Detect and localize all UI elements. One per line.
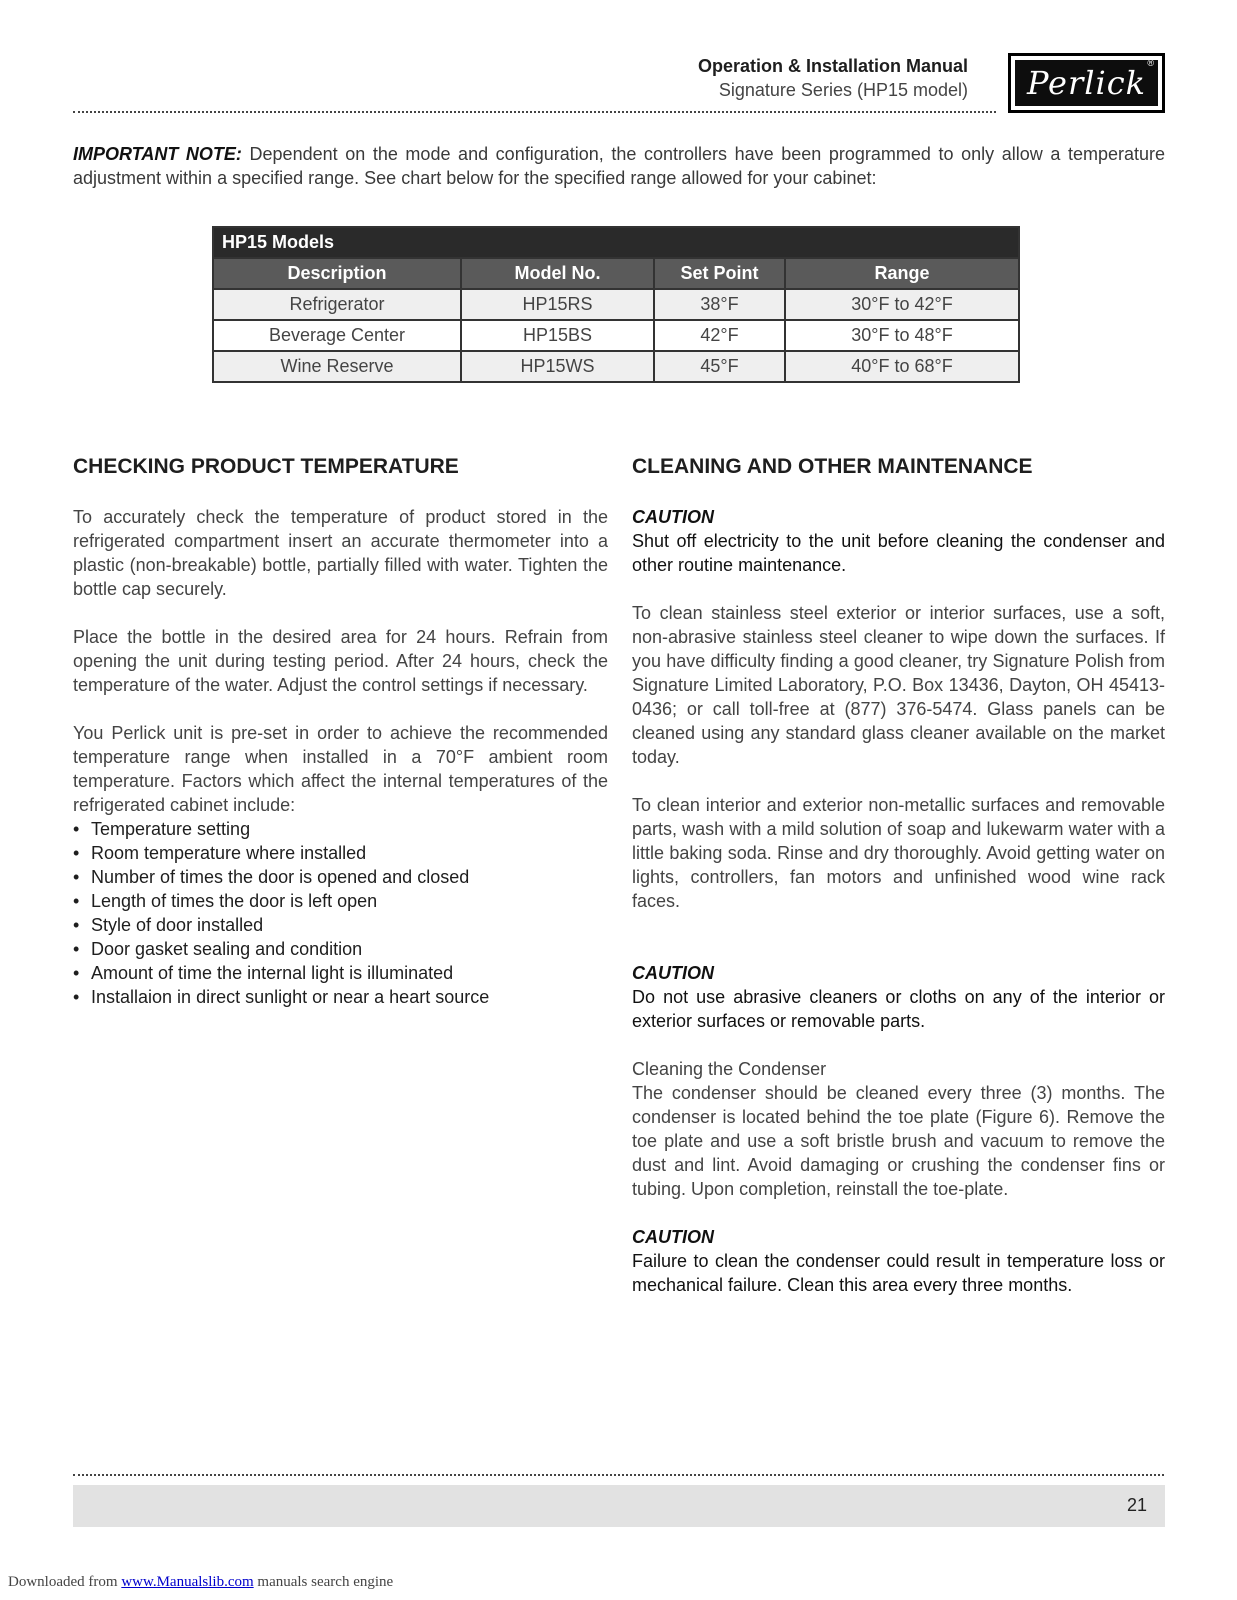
download-prefix: Downloaded from (8, 1574, 122, 1590)
table-cell: HP15BS (461, 320, 654, 351)
table-row (213, 320, 1019, 351)
table-cell: 40°F to 68°F (785, 351, 1019, 382)
table-cell: 30°F to 48°F (785, 320, 1019, 351)
important-note-label: IMPORTANT NOTE: (73, 144, 242, 164)
paragraph: To clean interior and exterior non-metallic surfaces and removable parts, wash with a mild solution of soap and lukewarm water with a little baking soda. Rinse and dry thoroughly. Avoid getting water on lights, controllers, fan motors and unfinished wood wine rack faces. (632, 795, 1165, 911)
list-item: • Temperature setting (73, 817, 608, 841)
table-cell: HP15WS (461, 351, 654, 382)
list-item: • Installaion in direct sunlight or near a heart source (73, 985, 608, 1009)
table-row (213, 351, 1019, 382)
paragraph: The condenser should be cleaned every three (3) months. The condenser is located behind the toe plate (Figure 6). Remove the toe plate and use a soft bristle brush and vacuum to remove the dust and lint. Avoid damaging or crushing the condenser fins or tubing. Upon completion, reinstall the toe-plate. (632, 1083, 1165, 1199)
table-row (213, 289, 1019, 320)
table-cell: Beverage Center (213, 320, 461, 351)
column-header-range: Range (785, 258, 1019, 289)
cleaning-maintenance-section (632, 455, 1165, 1321)
table-cell: HP15RS (461, 289, 654, 320)
footer-divider (73, 1474, 1164, 1476)
logo-text: Perlick (1026, 64, 1147, 102)
temperature-factors-list (73, 817, 608, 1009)
paragraph: Place the bottle in the desired area for 24 hours. Refrain from opening the unit during testing period. After 24 hours, check the temperature of the water. Adjust the control settings if necessary. (73, 627, 608, 695)
important-note (73, 142, 1165, 190)
caution-text: Failure to clean the condenser could result in temperature loss or mechanical failure. Clean this area every three months. (632, 1251, 1165, 1295)
section-heading: CHECKING PRODUCT TEMPERATURE (73, 455, 459, 478)
list-item: • Style of door installed (73, 913, 608, 937)
list-item: • Door gasket sealing and condition (73, 937, 608, 961)
download-suffix: manuals search engine (253, 1574, 394, 1590)
condenser-subheading: Cleaning the Condenser (632, 1059, 827, 1079)
list-item: • Length of times the door is left open (73, 889, 608, 913)
header-divider (73, 111, 996, 113)
caution-label: CAUTION (632, 963, 714, 983)
section-heading: CLEANING AND OTHER MAINTENANCE (632, 455, 1033, 478)
caution-label: CAUTION (632, 1227, 714, 1247)
table-cell: Refrigerator (213, 289, 461, 320)
table-cell: 30°F to 42°F (785, 289, 1019, 320)
important-note-text: Dependent on the mode and configuration, the controllers have been programmed to only allow a temperature adjustment within a specified range. See chart below for the specified range allowed for your cabinet: (73, 144, 1165, 188)
hp15-models-table (212, 226, 1020, 383)
caution-text: Shut off electricity to the unit before cleaning the condenser and other routine maintenance. (632, 531, 1165, 575)
page-number: 21 (1126, 1495, 1147, 1515)
download-credit (8, 1574, 393, 1591)
table-caption: HP15 Models (213, 227, 1019, 258)
column-header-model-no: Model No. (461, 258, 654, 289)
paragraph: To accurately check the temperature of product stored in the refrigerated compartment insert an accurate thermometer into a plastic (non-breakable) bottle, partially filled with water. Tighten the bottle cap securely. (73, 507, 608, 599)
caution-text: Do not use abrasive cleaners or cloths on any of the interior or exterior surfaces or removable parts. (632, 987, 1165, 1031)
caution-label: CAUTION (632, 507, 714, 527)
perlick-logo (1008, 53, 1165, 113)
column-header-set-point: Set Point (654, 258, 785, 289)
paragraph: To clean stainless steel exterior or interior surfaces, use a soft, non-abrasive stainless steel cleaner to wipe down the surfaces. If you have difficulty finding a good cleaner, try Signature Polish from Signature Limited Laboratory, P.O. Box 13436, Dayton, OH 45413-0436; or call toll-free at (877) 376-5474. Glass panels can be cleaned using any standard glass cleaner available on the market today. (632, 603, 1165, 767)
manual-title: Operation & Installation Manual (697, 56, 968, 76)
table-cell: 42°F (654, 320, 785, 351)
table-cell: Wine Reserve (213, 351, 461, 382)
paragraph: You Perlick unit is pre-set in order to achieve the recommended temperature range when installed in a 70°F ambient room temperature. Factors which affect the internal temperatures of the refrigerated cabinet include: (73, 723, 608, 815)
registered-mark: ® (1147, 58, 1154, 68)
manual-subtitle: Signature Series (HP15 model) (718, 80, 968, 100)
table-cell: 45°F (654, 351, 785, 382)
list-item: • Room temperature where installed (73, 841, 608, 865)
manualslib-link[interactable]: www.Manualslib.com (121, 1574, 254, 1590)
list-item: • Number of times the door is opened and closed (73, 865, 608, 889)
table-cell: 38°F (654, 289, 785, 320)
column-header-description: Description (213, 258, 461, 289)
list-item: • Amount of time the internal light is illuminated (73, 961, 608, 985)
footer-band (73, 1485, 1165, 1527)
checking-temperature-section (73, 455, 608, 1009)
